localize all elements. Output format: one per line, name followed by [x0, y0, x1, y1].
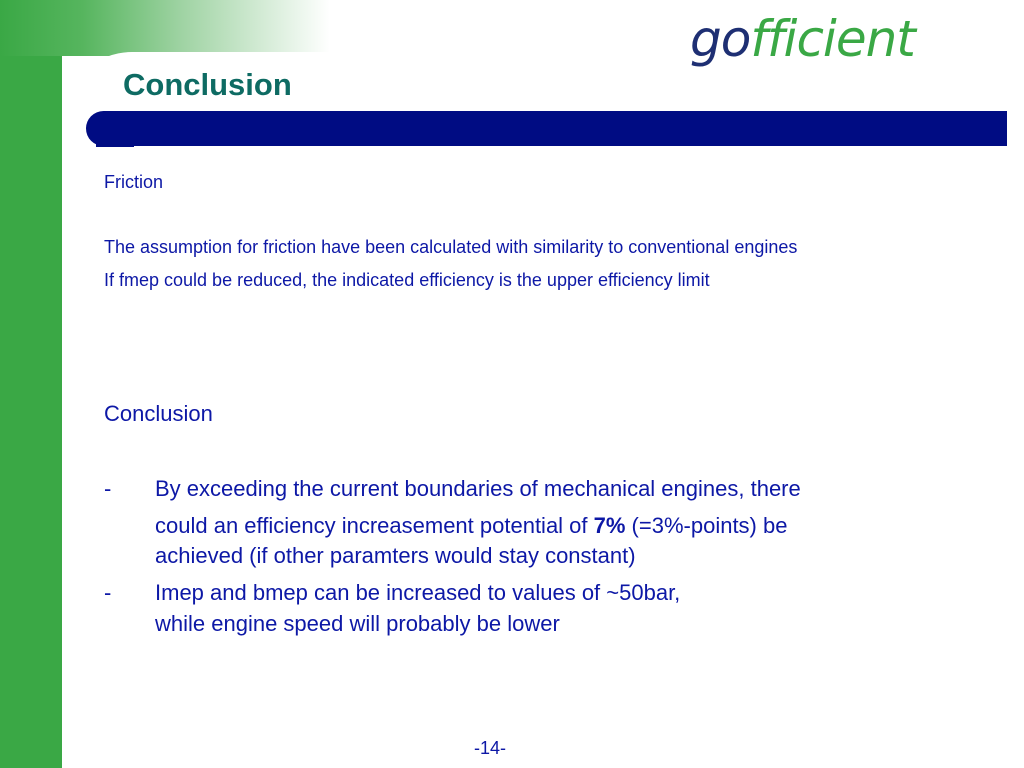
bullet-1-line-3: achieved (if other paramters would stay constant) — [155, 543, 636, 568]
efficiency-percent: 7% — [593, 513, 626, 538]
header-bar-notch — [96, 143, 134, 147]
friction-line-2: If fmep could be reduced, the indicated efficiency is the upper efficiency limit — [104, 270, 710, 290]
bullet-1-marker: - — [104, 476, 112, 501]
slide-title: Conclusion — [123, 67, 292, 102]
header-blue-bar — [86, 111, 1007, 146]
bullet-2-marker: - — [104, 580, 112, 605]
bullet-1-line-2-post: (=3%-points) be — [625, 513, 788, 538]
page-number: -14- — [474, 738, 507, 758]
friction-heading: Friction — [104, 172, 164, 192]
top-gradient-band — [0, 0, 330, 56]
conclusion-heading: Conclusion — [104, 401, 213, 426]
friction-line-1: The assumption for friction have been calculated with similarity to conventional engines — [104, 237, 798, 257]
bullet-1-line-2 — [155, 513, 787, 539]
logo-go: go — [690, 10, 751, 68]
bullet-1-line-2-pre: could an efficiency increasement potential of — [155, 513, 594, 538]
left-green-band — [0, 0, 62, 768]
bullet-1-line-1: By exceeding the current boundaries of mechanical engines, there — [155, 476, 801, 501]
gofficient-logo — [690, 4, 915, 74]
bullet-2-line-2: while engine speed will probably be lower — [155, 611, 560, 636]
bullet-2-line-1: Imep and bmep can be increased to values of ~50bar, — [155, 580, 681, 605]
logo-fficient: fficient — [750, 10, 915, 68]
